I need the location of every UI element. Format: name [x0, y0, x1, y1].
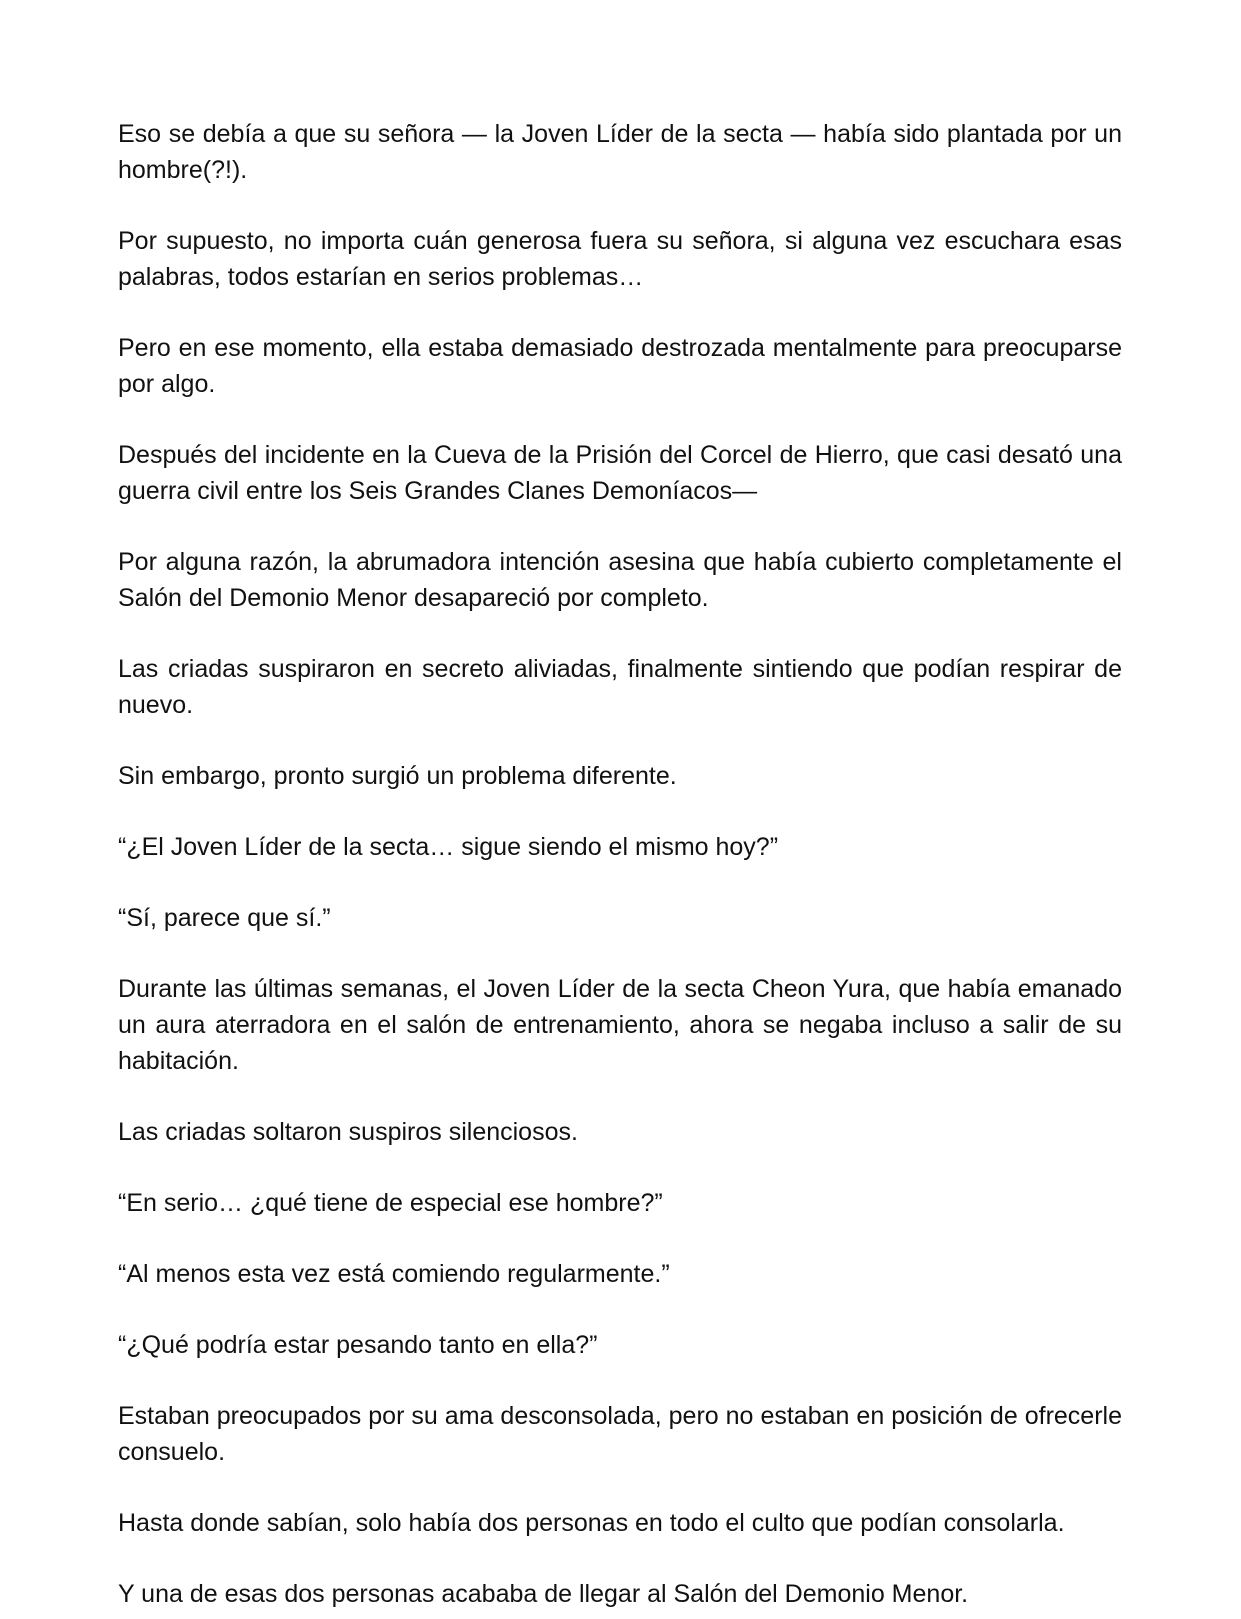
document-page: [118, 116, 1122, 1612]
dialogue-line: “Al menos esta vez está comiendo regularmente.”: [118, 1260, 670, 1288]
paragraph: Estaban preocupados por su ama desconsolada, pero no estaban en posición de ofrecerle consuelo.: [118, 1402, 1122, 1466]
paragraph: Pero en ese momento, ella estaba demasiado destrozada mentalmente para preocuparse por algo.: [118, 334, 1122, 398]
dialogue-line: “¿El Joven Líder de la secta… sigue siendo el mismo hoy?”: [118, 833, 779, 861]
paragraph: Las criadas suspiraron en secreto aliviadas, finalmente sintiendo que podían respirar de nuevo.: [118, 655, 1122, 719]
paragraph: Las criadas soltaron suspiros silenciosos.: [118, 1118, 578, 1146]
paragraph: Después del incidente en la Cueva de la Prisión del Corcel de Hierro, que casi desató una guerra civil entre los Seis Grandes Clanes Demoníacos—: [118, 441, 1122, 505]
paragraph: Durante las últimas semanas, el Joven Líder de la secta Cheon Yura, que había emanado un aura aterradora en el salón de entrenamiento, ahora se negaba incluso a salir de su habitación.: [118, 975, 1122, 1075]
paragraph: Sin embargo, pronto surgió un problema diferente.: [118, 762, 677, 790]
dialogue-line: “¿Qué podría estar pesando tanto en ella?”: [118, 1331, 598, 1359]
dialogue-line: “En serio… ¿qué tiene de especial ese hombre?”: [118, 1189, 663, 1217]
paragraph: Y una de esas dos personas acababa de llegar al Salón del Demonio Menor.: [118, 1580, 969, 1608]
paragraph: Hasta donde sabían, solo había dos personas en todo el culto que podían consolarla.: [118, 1509, 1065, 1537]
dialogue-line: “Sí, parece que sí.”: [118, 904, 331, 932]
paragraph: Por supuesto, no importa cuán generosa fuera su señora, si alguna vez escuchara esas palabras, todos estarían en serios problemas…: [118, 227, 1122, 291]
paragraph: Eso se debía a que su señora — la Joven Líder de la secta — había sido plantada por un hombre(?!).: [118, 120, 1122, 184]
paragraph: Por alguna razón, la abrumadora intención asesina que había cubierto completamente el Salón del Demonio Menor desapareció por completo.: [118, 548, 1122, 612]
